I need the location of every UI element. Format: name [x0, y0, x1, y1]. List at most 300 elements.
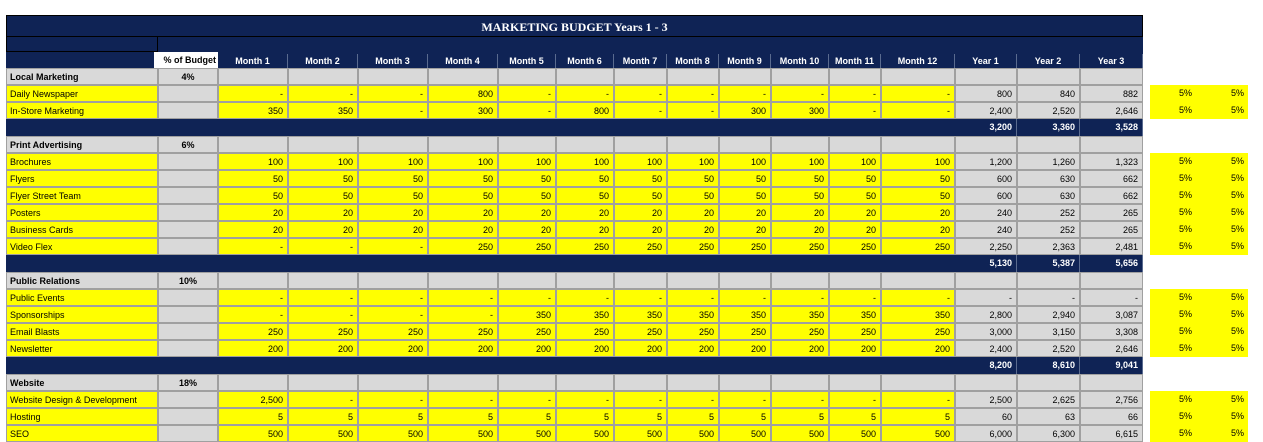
section-total[interactable]: 5,656 — [1080, 255, 1143, 272]
month-header[interactable]: Month 10 — [771, 54, 829, 70]
section-total[interactable]: 8,610 — [1017, 357, 1080, 374]
year-total[interactable]: 2,940 — [1017, 306, 1080, 323]
month-value[interactable]: 350 — [556, 306, 614, 323]
section-title[interactable]: Local Marketing — [6, 68, 158, 85]
year-total[interactable]: 265 — [1080, 204, 1143, 221]
growth-rate-year-3[interactable]: 5% — [1196, 340, 1248, 357]
month-value[interactable]: - — [614, 85, 667, 102]
month-value[interactable]: 250 — [614, 323, 667, 340]
row-label[interactable]: Website Design & Development — [6, 391, 158, 408]
row-label[interactable]: Email Blasts — [6, 323, 158, 340]
month-value[interactable]: 50 — [614, 170, 667, 187]
year-total[interactable]: 2,481 — [1080, 238, 1143, 255]
month-value[interactable]: 50 — [771, 170, 829, 187]
month-value[interactable]: - — [358, 289, 428, 306]
month-value[interactable]: - — [498, 391, 556, 408]
empty-cell[interactable] — [358, 136, 428, 153]
section-total[interactable]: 3,360 — [1017, 119, 1080, 136]
empty-cell[interactable] — [556, 68, 614, 85]
month-value[interactable]: 50 — [667, 170, 719, 187]
month-value[interactable]: - — [556, 289, 614, 306]
month-value[interactable]: 200 — [498, 340, 556, 357]
month-value[interactable]: 500 — [881, 425, 955, 442]
empty-cell[interactable] — [1017, 136, 1080, 153]
month-value[interactable]: - — [719, 85, 771, 102]
year-total[interactable]: 2,250 — [955, 238, 1017, 255]
empty-cell[interactable] — [614, 374, 667, 391]
section-budget-pct[interactable]: 10% — [158, 272, 218, 289]
row-label[interactable]: Hosting — [6, 408, 158, 425]
month-value[interactable]: 250 — [881, 238, 955, 255]
month-value[interactable]: 250 — [498, 323, 556, 340]
month-value[interactable]: 300 — [771, 102, 829, 119]
month-value[interactable]: 20 — [288, 204, 358, 221]
empty-cell[interactable] — [1017, 272, 1080, 289]
pct-cell[interactable] — [158, 425, 218, 442]
year-total[interactable]: 3,308 — [1080, 323, 1143, 340]
pct-cell[interactable] — [158, 187, 218, 204]
month-value[interactable]: 350 — [719, 306, 771, 323]
month-value[interactable]: - — [881, 289, 955, 306]
month-value[interactable]: - — [829, 289, 881, 306]
year-total[interactable]: 2,756 — [1080, 391, 1143, 408]
empty-cell[interactable] — [771, 374, 829, 391]
month-value[interactable]: 350 — [218, 102, 288, 119]
year-total[interactable]: 60 — [955, 408, 1017, 425]
year-total[interactable]: 252 — [1017, 221, 1080, 238]
pct-cell[interactable] — [158, 238, 218, 255]
empty-cell[interactable] — [556, 136, 614, 153]
month-header[interactable]: Month 12 — [881, 54, 955, 70]
section-budget-pct[interactable]: 6% — [158, 136, 218, 153]
month-value[interactable]: - — [556, 85, 614, 102]
month-value[interactable]: - — [358, 85, 428, 102]
month-value[interactable]: 50 — [667, 187, 719, 204]
month-value[interactable]: - — [428, 306, 498, 323]
month-value[interactable]: 200 — [288, 340, 358, 357]
row-label[interactable]: Brochures — [6, 153, 158, 170]
month-value[interactable]: 20 — [771, 204, 829, 221]
month-value[interactable]: - — [218, 85, 288, 102]
section-total[interactable]: 3,528 — [1080, 119, 1143, 136]
empty-cell[interactable] — [955, 374, 1017, 391]
month-value[interactable]: 250 — [288, 323, 358, 340]
year-total[interactable]: 1,260 — [1017, 153, 1080, 170]
year-total[interactable]: 800 — [955, 85, 1017, 102]
year-total[interactable]: 2,400 — [955, 340, 1017, 357]
year-total[interactable]: 2,520 — [1017, 102, 1080, 119]
empty-cell[interactable] — [667, 68, 719, 85]
month-value[interactable]: 200 — [667, 340, 719, 357]
empty-cell[interactable] — [428, 68, 498, 85]
empty-cell[interactable] — [881, 272, 955, 289]
month-value[interactable]: 20 — [667, 204, 719, 221]
month-value[interactable]: 20 — [498, 221, 556, 238]
pct-cell[interactable] — [158, 85, 218, 102]
month-value[interactable]: 100 — [358, 153, 428, 170]
year-total[interactable]: 6,300 — [1017, 425, 1080, 442]
empty-cell[interactable] — [218, 136, 288, 153]
month-value[interactable]: 250 — [881, 323, 955, 340]
month-value[interactable]: 5 — [428, 408, 498, 425]
growth-rate-year-3[interactable]: 5% — [1196, 408, 1248, 425]
month-value[interactable]: 20 — [719, 221, 771, 238]
year-total[interactable]: 2,500 — [955, 391, 1017, 408]
pct-cell[interactable] — [158, 289, 218, 306]
month-value[interactable]: 250 — [719, 238, 771, 255]
row-label[interactable]: Newsletter — [6, 340, 158, 357]
year-total[interactable]: 63 — [1017, 408, 1080, 425]
empty-cell[interactable] — [771, 272, 829, 289]
empty-cell[interactable] — [719, 272, 771, 289]
section-total[interactable]: 5,130 — [955, 255, 1017, 272]
month-value[interactable]: 20 — [881, 221, 955, 238]
month-value[interactable]: - — [771, 85, 829, 102]
month-value[interactable]: 20 — [614, 221, 667, 238]
empty-cell[interactable] — [498, 68, 556, 85]
empty-cell[interactable] — [881, 136, 955, 153]
year-total[interactable]: - — [955, 289, 1017, 306]
month-header[interactable]: Month 8 — [667, 54, 719, 70]
growth-rate-year-2[interactable]: 5% — [1150, 408, 1196, 425]
month-value[interactable]: - — [358, 306, 428, 323]
growth-rate-year-3[interactable]: 5% — [1196, 85, 1248, 102]
month-value[interactable]: 100 — [428, 153, 498, 170]
month-value[interactable]: 800 — [428, 85, 498, 102]
month-value[interactable]: 250 — [556, 238, 614, 255]
year-total[interactable]: 600 — [955, 187, 1017, 204]
month-value[interactable]: 20 — [556, 204, 614, 221]
month-value[interactable]: 200 — [829, 340, 881, 357]
growth-rate-year-3[interactable]: 5% — [1196, 425, 1248, 442]
empty-cell[interactable] — [1080, 136, 1143, 153]
month-value[interactable]: 20 — [881, 204, 955, 221]
month-value[interactable]: - — [829, 391, 881, 408]
month-value[interactable]: - — [771, 289, 829, 306]
month-value[interactable]: 100 — [614, 153, 667, 170]
month-value[interactable]: - — [358, 391, 428, 408]
month-value[interactable]: 20 — [829, 221, 881, 238]
year-total[interactable]: 2,400 — [955, 102, 1017, 119]
month-value[interactable]: 250 — [719, 323, 771, 340]
month-value[interactable]: 350 — [498, 306, 556, 323]
section-budget-pct[interactable]: 4% — [158, 68, 218, 85]
year-total[interactable]: 2,646 — [1080, 340, 1143, 357]
month-value[interactable]: 20 — [614, 204, 667, 221]
month-value[interactable]: 250 — [498, 238, 556, 255]
empty-cell[interactable] — [771, 68, 829, 85]
month-value[interactable]: - — [667, 102, 719, 119]
empty-cell[interactable] — [288, 374, 358, 391]
section-title[interactable]: Public Relations — [6, 272, 158, 289]
month-value[interactable]: - — [218, 238, 288, 255]
month-value[interactable]: 100 — [719, 153, 771, 170]
month-value[interactable]: 50 — [881, 170, 955, 187]
month-value[interactable]: 250 — [829, 323, 881, 340]
empty-cell[interactable] — [218, 68, 288, 85]
growth-rate-year-2[interactable]: 5% — [1150, 425, 1196, 442]
month-value[interactable]: 500 — [771, 425, 829, 442]
month-value[interactable]: 20 — [498, 204, 556, 221]
year-total[interactable]: - — [1080, 289, 1143, 306]
month-value[interactable]: 50 — [218, 187, 288, 204]
month-value[interactable]: - — [667, 289, 719, 306]
month-value[interactable]: 50 — [771, 187, 829, 204]
year-total[interactable]: 240 — [955, 221, 1017, 238]
month-value[interactable]: 300 — [719, 102, 771, 119]
year-total[interactable]: 882 — [1080, 85, 1143, 102]
growth-rate-year-3[interactable]: 5% — [1196, 306, 1248, 323]
empty-cell[interactable] — [556, 272, 614, 289]
section-title[interactable]: Print Advertising — [6, 136, 158, 153]
month-value[interactable]: - — [498, 289, 556, 306]
empty-cell[interactable] — [771, 136, 829, 153]
month-header[interactable]: Month 4 — [428, 54, 498, 70]
empty-cell[interactable] — [218, 374, 288, 391]
empty-cell[interactable] — [955, 68, 1017, 85]
empty-cell[interactable] — [358, 68, 428, 85]
month-value[interactable]: - — [556, 391, 614, 408]
section-total[interactable]: 9,041 — [1080, 357, 1143, 374]
empty-cell[interactable] — [667, 136, 719, 153]
pct-cell[interactable] — [158, 408, 218, 425]
empty-cell[interactable] — [428, 272, 498, 289]
month-value[interactable]: - — [614, 102, 667, 119]
month-value[interactable]: - — [498, 102, 556, 119]
empty-cell[interactable] — [719, 136, 771, 153]
growth-rate-year-2[interactable]: 5% — [1150, 340, 1196, 357]
month-value[interactable]: 50 — [358, 170, 428, 187]
year-total[interactable]: 240 — [955, 204, 1017, 221]
month-value[interactable]: 20 — [428, 204, 498, 221]
growth-rate-year-2[interactable]: 5% — [1150, 204, 1196, 221]
month-value[interactable]: 100 — [288, 153, 358, 170]
month-value[interactable]: 350 — [614, 306, 667, 323]
empty-cell[interactable] — [955, 272, 1017, 289]
month-value[interactable]: 20 — [218, 221, 288, 238]
month-value[interactable]: 100 — [218, 153, 288, 170]
month-value[interactable]: 20 — [667, 221, 719, 238]
empty-cell[interactable] — [719, 374, 771, 391]
year-total[interactable]: 2,363 — [1017, 238, 1080, 255]
year-total[interactable]: 6,000 — [955, 425, 1017, 442]
month-value[interactable]: 250 — [428, 323, 498, 340]
month-value[interactable]: 500 — [614, 425, 667, 442]
month-value[interactable]: 20 — [358, 221, 428, 238]
month-value[interactable]: 350 — [667, 306, 719, 323]
growth-rate-year-2[interactable]: 5% — [1150, 170, 1196, 187]
empty-cell[interactable] — [881, 68, 955, 85]
empty-cell[interactable] — [288, 68, 358, 85]
year-total[interactable]: 265 — [1080, 221, 1143, 238]
empty-cell[interactable] — [614, 272, 667, 289]
pct-cell[interactable] — [158, 391, 218, 408]
month-value[interactable]: 50 — [288, 187, 358, 204]
empty-cell[interactable] — [1080, 374, 1143, 391]
month-value[interactable]: - — [498, 85, 556, 102]
pct-cell[interactable] — [158, 221, 218, 238]
empty-cell[interactable] — [498, 272, 556, 289]
growth-rate-year-2[interactable]: 5% — [1150, 221, 1196, 238]
month-value[interactable]: 50 — [358, 187, 428, 204]
row-label[interactable]: Public Events — [6, 289, 158, 306]
year-total[interactable]: 840 — [1017, 85, 1080, 102]
month-value[interactable]: - — [358, 102, 428, 119]
month-value[interactable]: 50 — [719, 187, 771, 204]
month-value[interactable]: 500 — [556, 425, 614, 442]
month-value[interactable]: 250 — [771, 238, 829, 255]
month-value[interactable]: 20 — [556, 221, 614, 238]
month-value[interactable]: 200 — [556, 340, 614, 357]
month-value[interactable]: - — [829, 85, 881, 102]
month-value[interactable]: 5 — [498, 408, 556, 425]
month-value[interactable]: 50 — [829, 187, 881, 204]
month-value[interactable]: 20 — [428, 221, 498, 238]
month-value[interactable]: 100 — [771, 153, 829, 170]
empty-cell[interactable] — [218, 272, 288, 289]
empty-cell[interactable] — [1080, 68, 1143, 85]
empty-cell[interactable] — [428, 374, 498, 391]
month-value[interactable]: - — [771, 391, 829, 408]
month-value[interactable]: 500 — [498, 425, 556, 442]
section-total[interactable]: 5,387 — [1017, 255, 1080, 272]
pct-cell[interactable] — [158, 170, 218, 187]
year-total[interactable]: 630 — [1017, 170, 1080, 187]
row-label[interactable]: Flyer Street Team — [6, 187, 158, 204]
month-value[interactable]: - — [881, 102, 955, 119]
month-value[interactable]: 250 — [358, 323, 428, 340]
section-total[interactable]: 3,200 — [955, 119, 1017, 136]
empty-cell[interactable] — [829, 136, 881, 153]
month-value[interactable]: - — [881, 85, 955, 102]
empty-cell[interactable] — [288, 136, 358, 153]
month-value[interactable]: 50 — [498, 187, 556, 204]
month-value[interactable]: - — [218, 289, 288, 306]
growth-rate-year-3[interactable]: 5% — [1196, 323, 1248, 340]
month-value[interactable]: - — [614, 289, 667, 306]
month-value[interactable]: - — [719, 289, 771, 306]
empty-cell[interactable] — [556, 374, 614, 391]
month-value[interactable]: 20 — [771, 221, 829, 238]
month-value[interactable]: 200 — [218, 340, 288, 357]
month-value[interactable]: 100 — [498, 153, 556, 170]
month-value[interactable]: 5 — [288, 408, 358, 425]
month-value[interactable]: 100 — [881, 153, 955, 170]
row-label[interactable]: Business Cards — [6, 221, 158, 238]
pct-cell[interactable] — [158, 323, 218, 340]
month-value[interactable]: 20 — [288, 221, 358, 238]
month-value[interactable]: - — [288, 289, 358, 306]
growth-rate-year-3[interactable]: 5% — [1196, 204, 1248, 221]
month-value[interactable]: 200 — [881, 340, 955, 357]
growth-rate-year-2[interactable]: 5% — [1150, 238, 1196, 255]
growth-rate-year-3[interactable]: 5% — [1196, 170, 1248, 187]
month-value[interactable]: 100 — [667, 153, 719, 170]
month-value[interactable]: - — [829, 102, 881, 119]
year-total[interactable]: 662 — [1080, 187, 1143, 204]
empty-cell[interactable] — [719, 68, 771, 85]
row-label[interactable]: Flyers — [6, 170, 158, 187]
empty-cell[interactable] — [667, 374, 719, 391]
growth-rate-year-3[interactable]: 5% — [1196, 102, 1248, 119]
month-value[interactable]: 250 — [771, 323, 829, 340]
empty-cell[interactable] — [881, 374, 955, 391]
month-header[interactable]: Month 7 — [614, 54, 667, 70]
year-total[interactable]: 1,323 — [1080, 153, 1143, 170]
pct-of-budget-header[interactable]: % of Budget — [154, 52, 218, 69]
growth-rate-year-3[interactable]: 5% — [1196, 187, 1248, 204]
month-value[interactable]: 5 — [881, 408, 955, 425]
year-total[interactable]: 630 — [1017, 187, 1080, 204]
month-value[interactable]: 500 — [358, 425, 428, 442]
month-header[interactable]: Month 9 — [719, 54, 771, 70]
month-value[interactable]: 350 — [771, 306, 829, 323]
pct-cell[interactable] — [158, 153, 218, 170]
growth-rate-year-2[interactable]: 5% — [1150, 85, 1196, 102]
growth-rate-year-3[interactable]: 5% — [1196, 289, 1248, 306]
pct-cell[interactable] — [158, 102, 218, 119]
month-value[interactable]: 200 — [358, 340, 428, 357]
month-header[interactable]: Month 2 — [288, 54, 358, 70]
month-value[interactable]: 250 — [218, 323, 288, 340]
year-total[interactable]: 66 — [1080, 408, 1143, 425]
year-total[interactable]: - — [1017, 289, 1080, 306]
month-value[interactable]: - — [719, 391, 771, 408]
year-header[interactable]: Year 1 — [955, 54, 1017, 70]
month-value[interactable]: 50 — [288, 170, 358, 187]
growth-rate-year-2[interactable]: 5% — [1150, 306, 1196, 323]
empty-cell[interactable] — [829, 374, 881, 391]
row-label[interactable]: Daily Newspaper — [6, 85, 158, 102]
empty-cell[interactable] — [614, 68, 667, 85]
empty-cell[interactable] — [614, 136, 667, 153]
row-label[interactable]: Sponsorships — [6, 306, 158, 323]
month-value[interactable]: 50 — [881, 187, 955, 204]
month-value[interactable]: 50 — [719, 170, 771, 187]
month-value[interactable]: 300 — [428, 102, 498, 119]
month-value[interactable]: 500 — [719, 425, 771, 442]
year-total[interactable]: 2,800 — [955, 306, 1017, 323]
year-total[interactable]: 6,615 — [1080, 425, 1143, 442]
empty-cell[interactable] — [288, 272, 358, 289]
growth-rate-year-3[interactable]: 5% — [1196, 221, 1248, 238]
month-value[interactable]: 2,500 — [218, 391, 288, 408]
month-value[interactable]: 350 — [829, 306, 881, 323]
month-value[interactable]: 500 — [288, 425, 358, 442]
empty-cell[interactable] — [829, 272, 881, 289]
section-total[interactable]: 8,200 — [955, 357, 1017, 374]
empty-cell[interactable] — [955, 136, 1017, 153]
month-value[interactable]: 50 — [428, 170, 498, 187]
year-total[interactable]: 662 — [1080, 170, 1143, 187]
month-value[interactable]: 250 — [667, 238, 719, 255]
month-value[interactable]: 50 — [829, 170, 881, 187]
month-value[interactable]: 250 — [829, 238, 881, 255]
empty-cell[interactable] — [358, 272, 428, 289]
month-header[interactable]: Month 6 — [556, 54, 614, 70]
growth-rate-year-2[interactable]: 5% — [1150, 391, 1196, 408]
month-value[interactable]: - — [428, 289, 498, 306]
month-value[interactable]: 100 — [829, 153, 881, 170]
growth-rate-year-2[interactable]: 5% — [1150, 153, 1196, 170]
month-header[interactable]: Month 5 — [498, 54, 556, 70]
month-value[interactable]: 50 — [428, 187, 498, 204]
empty-cell[interactable] — [498, 374, 556, 391]
empty-cell[interactable] — [667, 272, 719, 289]
month-value[interactable]: 200 — [428, 340, 498, 357]
section-budget-pct[interactable]: 18% — [158, 374, 218, 391]
month-value[interactable]: 5 — [719, 408, 771, 425]
